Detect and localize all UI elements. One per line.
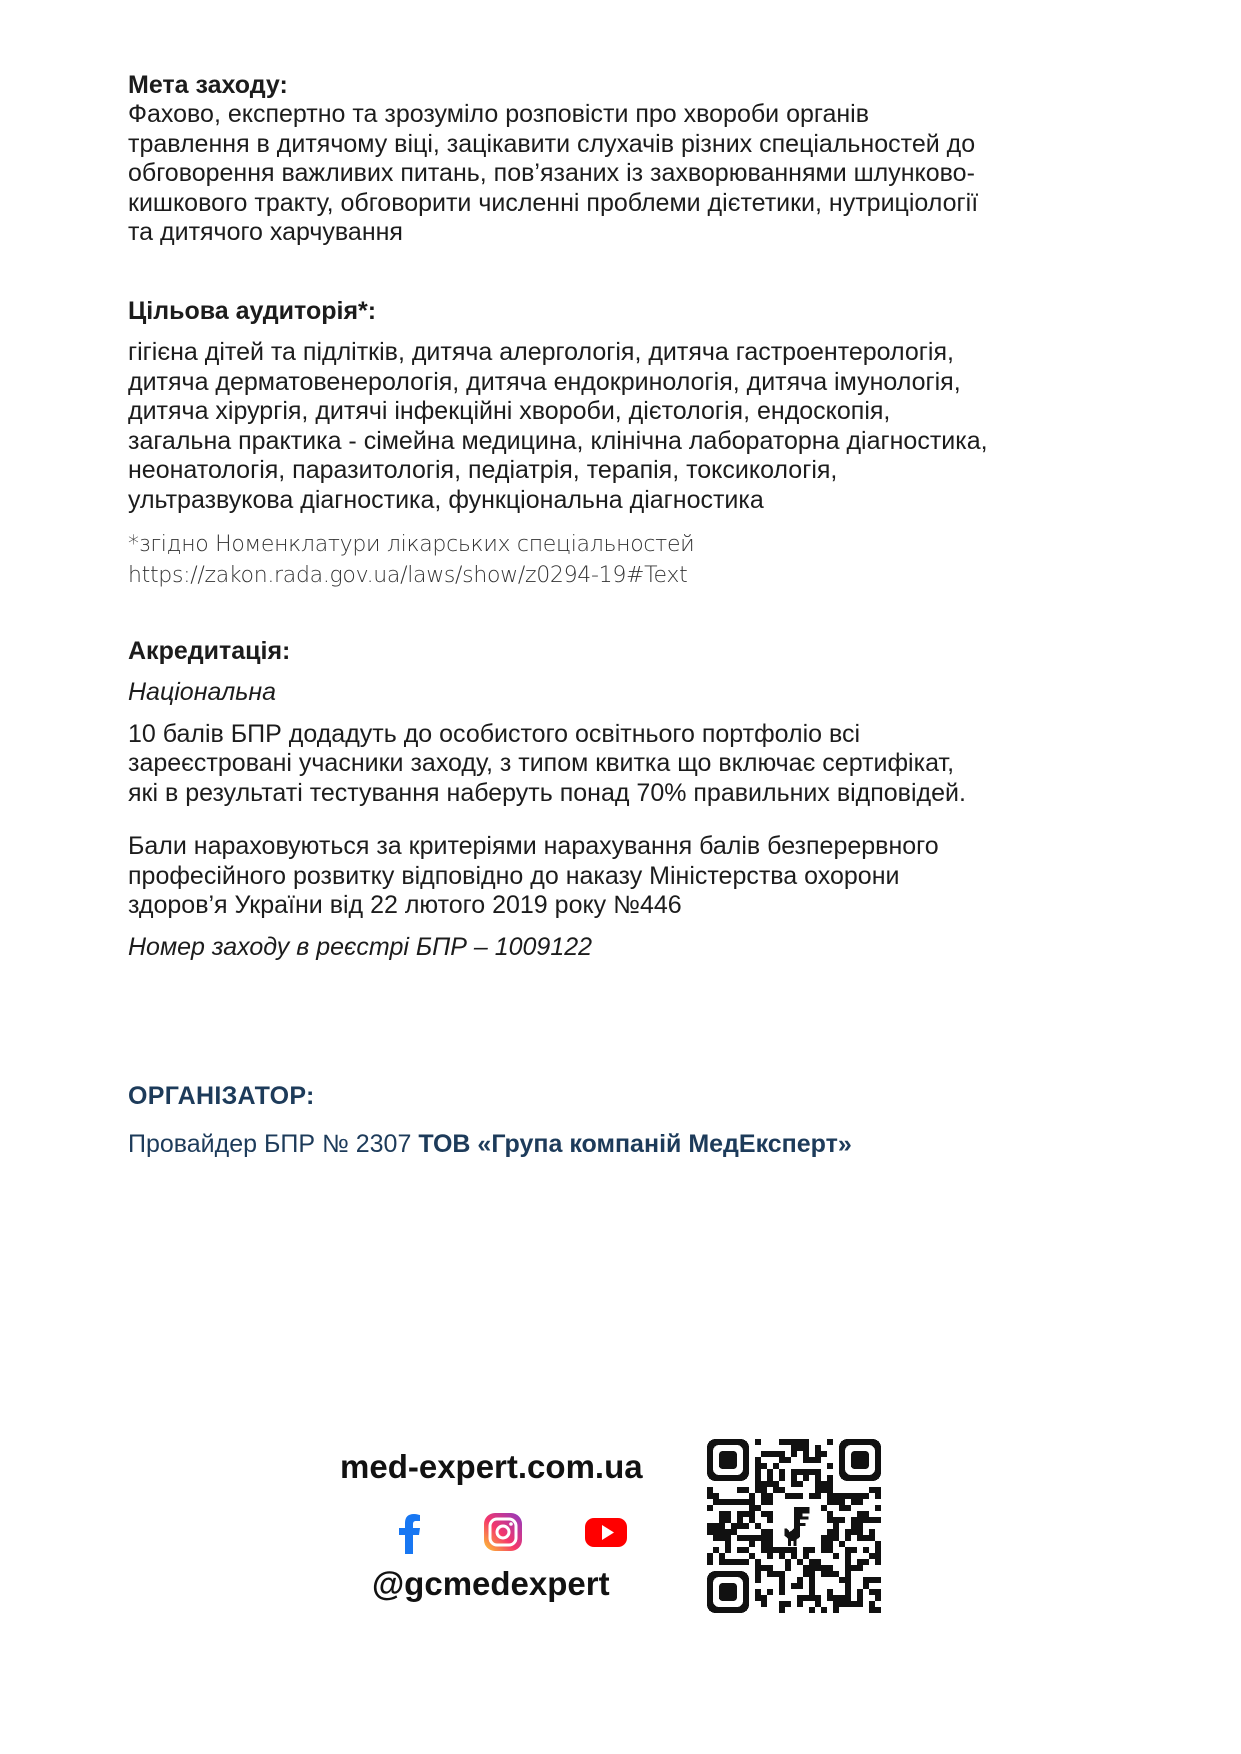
qr-dino-logo	[773, 1505, 815, 1547]
audience-section	[128, 296, 1138, 591]
goal-line: травлення в дитячому віці, зацікавити слухачів різних спеціальностей до	[128, 129, 976, 158]
audience-line: ультразвукова діагностика, функціональна діагностика	[128, 485, 764, 514]
audience-line: дитяча дерматовенерологія, дитяча ендокринологія, дитяча імунологія,	[128, 367, 961, 396]
nomenclature-link[interactable]: https://zakon.rada.gov.ua/laws/show/z0294-19#Text	[128, 563, 688, 588]
audience-line: дитяча хірургія, дитячі інфекційні хвороби, дієтологія, ендоскопія,	[128, 397, 891, 425]
accreditation-text: зареєстровані учасники заходу, з типом квитка що включає сертифікат,	[128, 749, 955, 777]
organizer-line	[128, 1130, 852, 1159]
audience-line: загальна практика - сімейна медицина, клінічна лабораторна діагностика,	[128, 426, 988, 455]
facebook-icon[interactable]	[388, 1510, 432, 1554]
company-name: ТОВ «Група компаній МедЕксперт»	[418, 1130, 852, 1158]
goal-line: та дитячого харчування	[128, 218, 403, 246]
website-link[interactable]: med-expert.com.ua	[340, 1448, 643, 1485]
accreditation-text: професійного розвитку відповідно до наказу Міністерства охорони	[128, 861, 900, 890]
registry-number: Номер заходу в реєстрі БПР – 1009122	[128, 932, 593, 961]
qr-code[interactable]	[707, 1439, 881, 1613]
social-handle[interactable]: @gcmedexpert	[372, 1565, 610, 1602]
goal-line: кишкового тракту, обговорити численні проблеми дієтетики, нутриціології	[128, 188, 979, 217]
accreditation-text: 10 балів БПР додадуть до особистого освітнього портфоліо всі	[128, 719, 861, 748]
accreditation-section	[128, 636, 1138, 962]
accreditation-text: Бали нараховуються за критеріями нарахування балів безперервного	[128, 832, 939, 860]
goal-line: Фахово, експертно та зрозуміло розповісти про хвороби органів	[128, 100, 870, 128]
instagram-icon[interactable]	[481, 1510, 525, 1554]
goal-section	[128, 70, 1138, 248]
audience-line: гігієна дітей та підлітків, дитяча алергологія, дитяча гастроентерологія,	[128, 338, 954, 366]
accreditation-text: здоров’я України від 22 лютого 2019 року №446	[128, 891, 682, 919]
organizer-title: ОРГАНІЗАТОР:	[128, 1082, 315, 1110]
goal-heading: Мета заходу:	[128, 71, 288, 99]
audience-note: *згідно Номенклатури лікарських спеціальностей	[128, 532, 695, 557]
audience-line: неонатологія, паразитологія, педіатрія, терапія, токсикологія,	[128, 456, 838, 484]
goal-line: обговорення важливих питань, пов’язаних із захворюваннями шлунково-	[128, 159, 975, 187]
accreditation-heading: Акредитація:	[128, 637, 291, 665]
accreditation-type: Національна	[128, 678, 276, 706]
provider-prefix: Провайдер БПР № 2307	[128, 1130, 412, 1158]
audience-heading: Цільова аудиторія*:	[128, 297, 377, 325]
accreditation-text: які в результаті тестування наберуть понад 70% правильних відповідей.	[128, 778, 966, 807]
youtube-icon[interactable]	[584, 1510, 628, 1554]
